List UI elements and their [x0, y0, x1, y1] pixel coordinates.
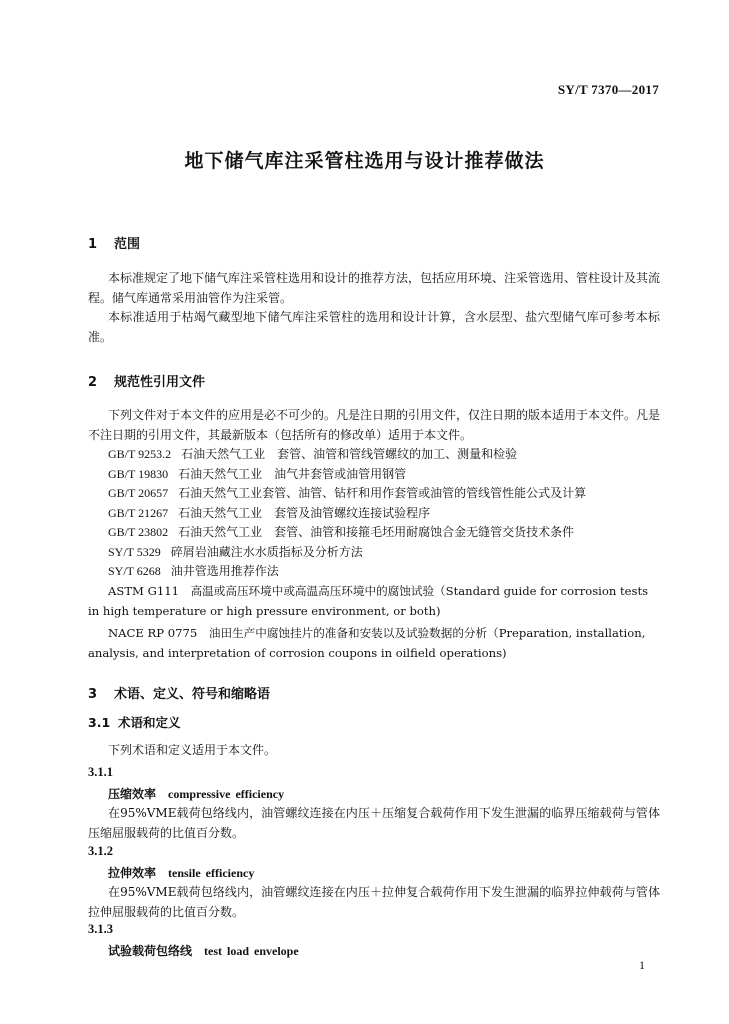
term-number: 3.1.3 [88, 922, 113, 936]
reference-title: 油井管选用推荐作法 [170, 564, 279, 578]
term-number: 3.1.1 [88, 765, 113, 779]
scope-paragraph-1: 本标准规定了地下储气库注采管柱选用和设计的推荐方法，包括应用环境、注采管选用、管柱设计及其流程。储气库通常采用油管作为注采管。 [88, 271, 661, 305]
reference-code: GB/T 9253.2 [108, 447, 172, 461]
term-definition: 在95%VME载荷包络线内，油管螺纹连接在内压＋压缩复合载荷作用下发生泄漏的临界压缩载荷与管体压缩屈服载荷的比值百分数。 [88, 806, 660, 840]
scope-paragraph-2: 本标准适用于枯竭气藏型地下储气库注采管柱的选用和设计计算，含水层型、盐穴型储气库可参考本标准。 [88, 310, 660, 344]
reference-title: 碎屑岩油藏注水水质指标及分析方法 [170, 544, 363, 559]
section-1-heading [88, 233, 140, 252]
term-en: compressive efficiency [168, 787, 285, 801]
section-title: 术语、定义、符号和缩略语 [114, 687, 271, 702]
reference-item [108, 504, 430, 524]
subsection-3-1-heading [88, 713, 181, 731]
section-number: 2 [88, 375, 98, 390]
page-number: 1 [639, 958, 645, 972]
reference-title: 石油天然气工业 油气井套管或油管用钢管 [178, 466, 407, 481]
astm-reference-line-1: ASTM G111 高温或高压环境中或高温高压环境中的腐蚀试验（Standard guide for corrosion tests [108, 584, 649, 598]
subsection-title: 术语和定义 [118, 715, 181, 730]
reference-title: 石油天然气工业套管、油管、钻杆和用作套管或油管的管线管性能公式及计算 [178, 486, 587, 500]
reference-item [108, 445, 517, 465]
terms-intro: 下列术语和定义适用于本文件。 [108, 743, 277, 757]
reference-title: 石油天然气工业 套管及油管螺纹连接试验程序 [178, 505, 431, 520]
reference-item [108, 562, 279, 582]
reference-code: SY/T 6268 [108, 564, 161, 578]
term-en: tensile efficiency [168, 866, 255, 880]
subsection-number: 3.1 [88, 715, 111, 730]
reference-code: GB/T 20657 [108, 486, 169, 500]
term-zh: 拉伸效率 [108, 866, 157, 880]
reference-title: 石油天然气工业 套管、油管和管线管螺纹的加工、测量和检验 [181, 447, 518, 461]
reference-title: 石油天然气工业 套管、油管和接箍毛坯用耐腐蚀合金无缝管交货技术条件 [178, 525, 575, 539]
term-heading [108, 942, 299, 959]
normative-refs-intro: 下列文件对于本文件的应用是必不可少的。凡是注日期的引用文件，仅注日期的版本适用于本文件。凡是不注日期的引用文件，其最新版本（包括所有的修改单）适用于本文件。 [88, 408, 661, 442]
nace-reference-line-2: analysis, and interpretation of corrosion coupons in oilfield operations) [88, 645, 507, 660]
reference-code: GB/T 19830 [108, 466, 169, 481]
section-number: 3 [88, 687, 98, 702]
reference-item [108, 465, 406, 485]
term-zh: 压缩效率 [108, 787, 157, 801]
document-title: 地下储气库注采管柱选用与设计推荐做法 [184, 150, 545, 172]
reference-code: GB/T 21267 [108, 505, 169, 520]
section-2-heading [88, 371, 205, 390]
section-number: 1 [88, 237, 98, 252]
term-heading [108, 864, 254, 881]
section-3-heading [88, 683, 270, 702]
term-zh: 试验载荷包络线 [108, 944, 193, 958]
term-definition: 在95%VME载荷包络线内，油管螺纹连接在内压＋拉伸复合载荷作用下发生泄漏的临界拉伸载荷与管体拉伸屈服载荷的比值百分数。 [88, 885, 660, 919]
term-number: 3.1.2 [88, 844, 113, 858]
reference-code: GB/T 23802 [108, 525, 169, 539]
section-title: 范围 [114, 237, 141, 252]
term-en: test load envelope [204, 944, 299, 958]
reference-item [108, 543, 363, 563]
reference-item [108, 484, 586, 504]
reference-code: SY/T 5329 [108, 544, 161, 559]
section-title: 规范性引用文件 [114, 375, 206, 390]
astm-reference-line-2: in high temperature or high pressure environment, or both) [88, 603, 441, 618]
reference-item [108, 523, 574, 543]
term-heading [108, 785, 284, 802]
standard-code: SY/T 7370—2017 [557, 82, 659, 97]
nace-reference-line-1: NACE RP 0775 油田生产中腐蚀挂片的准备和安装以及试验数据的分析（Preparation, installation, [108, 626, 646, 640]
